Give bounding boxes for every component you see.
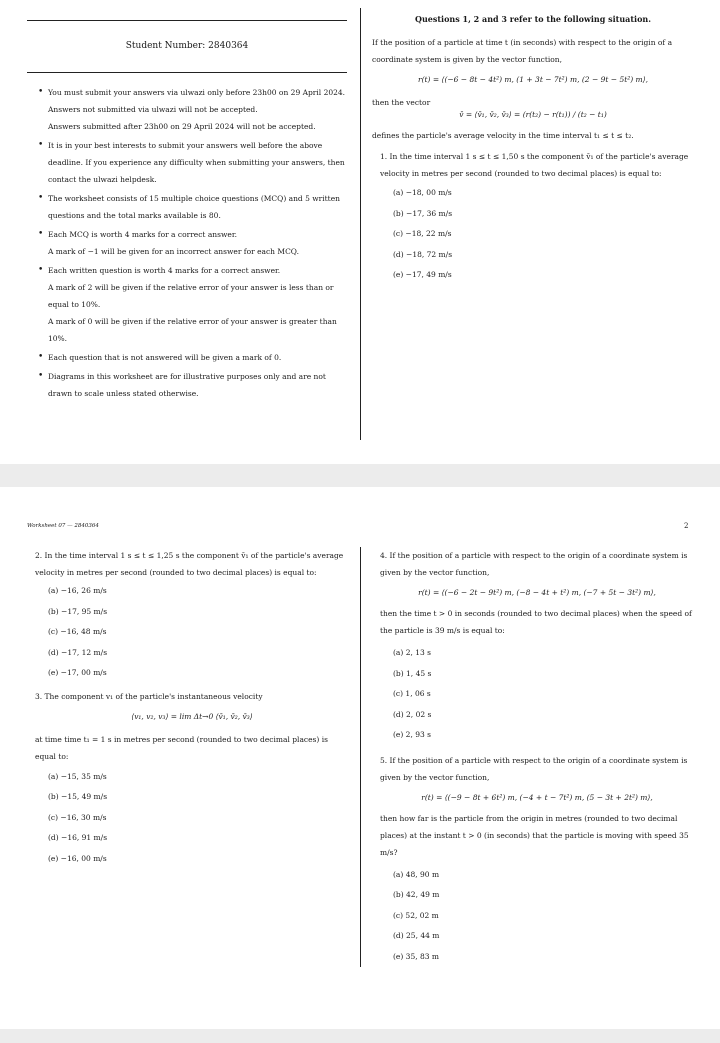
top-rule (27, 20, 347, 21)
answer-option[interactable]: (a) −15, 35 m/s (48, 771, 107, 781)
question-1-options (372, 187, 694, 290)
instruction-line: A mark of −1 will be given for an incorrect answer for each MCQ. (48, 247, 299, 256)
question-3-text: 3. The component v₁ of the particle's instantaneous velocity (35, 691, 263, 701)
answer-option[interactable]: (a) 2, 13 s (393, 648, 432, 657)
answer-option[interactable]: (d) −18, 72 m/s (393, 249, 453, 259)
question-4-text: 4. If the position of a particle with respect to the origin of a coordinate system is given by the vector function, (380, 551, 688, 577)
right-column (372, 14, 694, 290)
student-number: Student Number: 2840364 (125, 41, 249, 51)
answer-option[interactable]: (d) −16, 91 m/s (48, 833, 108, 842)
column-divider (360, 547, 361, 967)
instruction-item (35, 262, 349, 347)
instruction-line: • It is in your best interests to submit your answers well before the above deadline. If you experience any difficulty when submitting your answers, then contact the ulwazi helpdesk. (48, 141, 345, 184)
answer-option[interactable]: (e) −16, 00 m/s (48, 853, 107, 863)
answer-option[interactable]: (c) −18, 22 m/s (393, 229, 452, 238)
instruction-line: A mark of 0 will be given if the relative error of your answer is greater than 10%. (48, 317, 337, 343)
instruction-line: A mark of 2 will be given if the relative error of your answer is less than or equal to 10%. (48, 283, 334, 309)
question-5-equation: r(t) = ⟨(−9 − 8t + 6t²) m, (−4 + t − 7t²) m, (5 − 3t + 2t²) m⟩, (421, 792, 653, 802)
instruction-item (35, 84, 349, 135)
instruction-line: Answers submitted after 23h00 on 29 April 2024 will not be accepted. (48, 122, 316, 131)
position-equation: r(t) = ⟨(−6 − 8t − 4t²) m, (1 + 3t − 7t²) m, (2 − 9t − 5t²) m⟩, (418, 75, 648, 84)
answer-option[interactable]: (a) −16, 26 m/s (48, 586, 107, 595)
situation-heading: Questions 1, 2 and 3 refer to the following situation. (414, 14, 652, 24)
answer-option[interactable]: (c) −16, 30 m/s (48, 812, 107, 822)
question-5-text: 5. If the position of a particle with respect to the origin of a coordinate system is given by the vector function, (380, 755, 688, 782)
instantaneous-velocity-equation: ⟨v₁, v₂, v₃⟩ = lim Δt→0 ⟨v̄₁, v̄₂, v̄₃⟩ (131, 711, 253, 721)
answer-option[interactable]: (c) 1, 06 s (393, 689, 431, 698)
instruction-item (35, 349, 349, 366)
question-4-equation: r(t) = ⟨(−6 − 2t − 9t²) m, (−8 − 4t + t²) m, (−7 + 5t − 3t²) m⟩, (418, 588, 656, 597)
question-2-options (35, 585, 349, 688)
question-4-text-2: then the time t > 0 in seconds (rounded to two decimal places) when the speed of the particle is 39 m/s is equal to: (380, 609, 692, 635)
question-3-text-2: at time time t₁ = 1 s in metres per second (rounded to two decimal places) is equal to: (35, 734, 328, 761)
answer-option[interactable]: (e) 35, 83 m (393, 951, 440, 961)
answer-option[interactable]: (e) 2, 93 s (393, 730, 431, 739)
running-header: Worksheet 07 — 2840364 (27, 523, 99, 529)
instruction-line: • Diagrams in this worksheet are for illustrative purposes only and are not drawn to scale unless stated otherwise. (48, 372, 326, 398)
question-2-text: 2. In the time interval 1 s ≤ t ≤ 1,25 s the component v̄₁ of the particle's average velocity in metres per second (rounded to two decimal places) is equal to: (35, 551, 344, 577)
worksheet-page-2 (0, 487, 720, 1029)
question-4-options (380, 647, 694, 750)
then-text: then the vector (372, 98, 431, 107)
instruction-item (35, 137, 349, 188)
defines-text: defines the particle's average velocity in the time interval t₁ ≤ t ≤ t₂. (372, 131, 634, 140)
column-divider (360, 8, 361, 440)
instruction-line: • Each written question is worth 4 marks for a correct answer. (48, 266, 281, 275)
instruction-line: • You must submit your answers via ulwazi only before 23h00 on 29 April 2024. (48, 88, 346, 97)
question-3-options (35, 771, 349, 874)
answer-option[interactable]: (a) −18, 00 m/s (393, 188, 452, 197)
header-rule (27, 72, 347, 73)
answer-option[interactable]: (d) 25, 44 m (393, 931, 440, 940)
question-5-text-2: then how far is the particle from the origin in metres (rounded to two decimal places) at the instant t > 0 (in seconds) that the particle is moving with speed 35 m/s? (380, 813, 689, 857)
average-velocity-equation: v̄ = ⟨v̄₁, v̄₂, v̄₃⟩ = (r(t₂) − r(t₁)) / (t₂ − t₁) (459, 110, 607, 119)
answer-option[interactable]: (b) −17, 95 m/s (48, 606, 108, 616)
question-5-options (380, 869, 694, 972)
instruction-line: • The worksheet consists of 15 multiple choice questions (MCQ) and 5 written questions and the total marks available is 80. (48, 194, 340, 220)
page-number: 2 (684, 522, 689, 530)
instruction-item (35, 190, 349, 224)
question-1-text: 1. In the time interval 1 s ≤ t ≤ 1,50 s the component v̄₁ of the particle's average velocity in metres per second (rounded to two decimal places) is equal to: (380, 152, 689, 178)
situation-intro: If the position of a particle at time t (in seconds) with respect to the origin of a coordinate system is given by the vector function, (372, 38, 673, 64)
answer-option[interactable]: (b) 1, 45 s (393, 668, 432, 678)
answer-option[interactable]: (e) −17, 00 m/s (48, 668, 107, 677)
instruction-item (35, 368, 349, 402)
instruction-line: • Each MCQ is worth 4 marks for a correct answer. (48, 230, 237, 239)
answer-option[interactable]: (e) −17, 49 m/s (393, 270, 452, 279)
worksheet-page-1 (0, 0, 720, 464)
right-column (380, 547, 694, 971)
answer-option[interactable]: (b) 42, 49 m (393, 890, 440, 899)
instruction-item (35, 226, 349, 260)
answer-option[interactable]: (a) 48, 90 m (393, 869, 440, 879)
instruction-line: • Each question that is not answered will be given a mark of 0. (48, 353, 282, 362)
instruction-line: Answers not submitted via ulwazi will not be accepted. (48, 105, 258, 114)
answer-option[interactable]: (c) 52, 02 m (393, 910, 439, 920)
answer-option[interactable]: (b) −17, 36 m/s (393, 208, 453, 218)
instructions-list (35, 84, 349, 402)
answer-option[interactable]: (d) −17, 12 m/s (48, 647, 108, 657)
answer-option[interactable]: (b) −15, 49 m/s (48, 792, 108, 801)
left-column (35, 547, 349, 873)
answer-option[interactable]: (d) 2, 02 s (393, 709, 432, 719)
answer-option[interactable]: (c) −16, 48 m/s (48, 627, 107, 636)
